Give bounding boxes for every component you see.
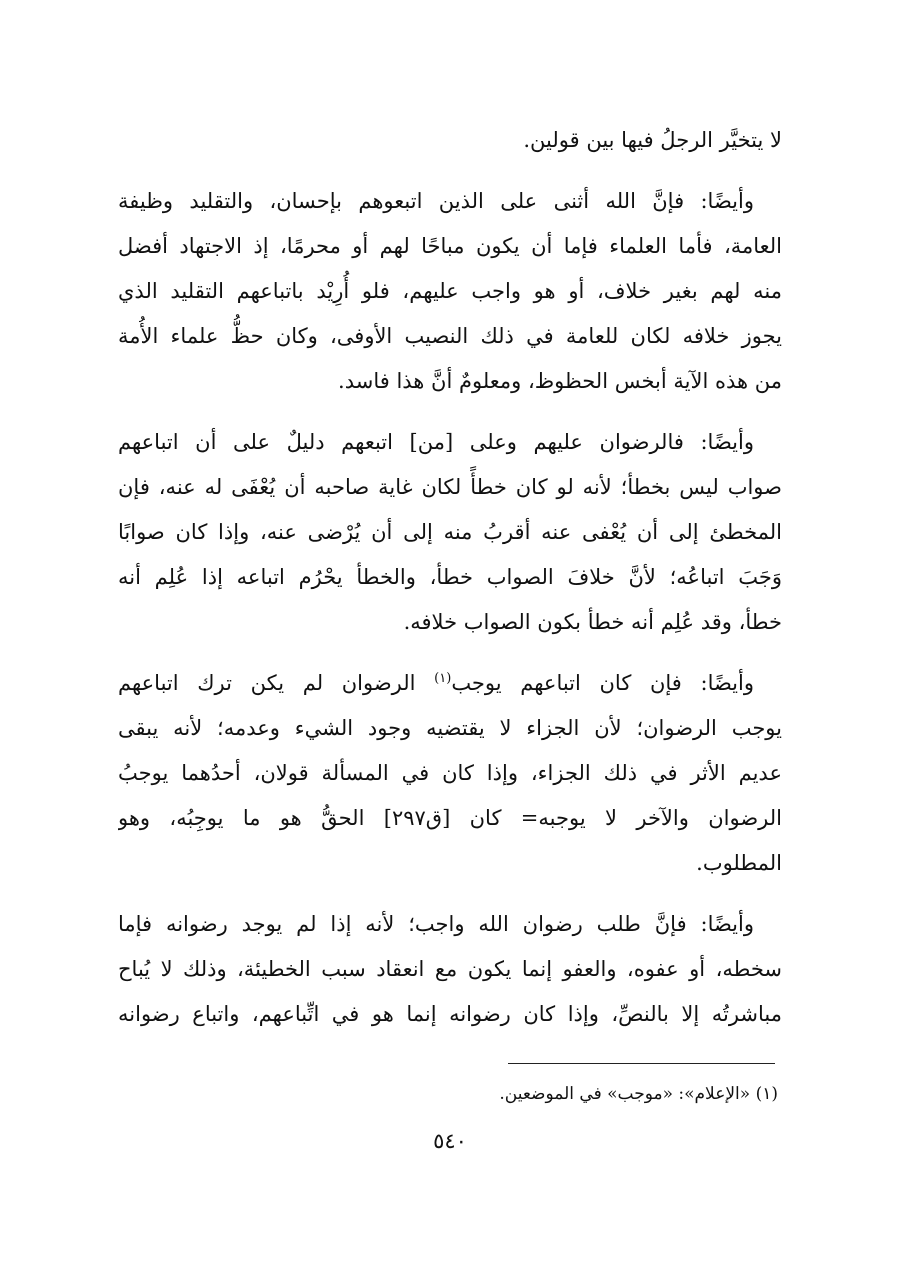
text-line-with-footnote <box>118 661 782 706</box>
text-line: من هذه الآية أبخس الحظوظ، ومعلومٌ أنَّ هذا فاسد. <box>338 369 782 393</box>
paragraph-2 <box>118 420 782 645</box>
text-line: وأيضًا: فالرضوان عليهم وعلى [من] اتبعهم دليلٌ على أن اتباعهم <box>118 430 754 454</box>
text-line: يجوز خلافه لكان للعامة في ذلك النصيب الأوفى، وكان حظُّ علماء الأُمة <box>118 324 782 348</box>
text-line: المخطئ إلى أن يُعْفى عنه أقربُ منه إلى أن يُرْضى عنه، وإذا كان صوابًا <box>118 520 782 544</box>
text-line: منه لهم بغير خلاف، أو هو واجب عليهم، فلو أُرِيْد باتباعهم التقليد الذي <box>118 279 782 303</box>
footnote-divider <box>508 1063 775 1064</box>
line-segment: الرضوان لم يكن ترك اتباعهم <box>118 671 416 695</box>
paragraph-1 <box>118 179 782 404</box>
paragraph-4 <box>118 902 782 1037</box>
text-line: وَجَبَ اتباعُه؛ لأنَّ خلافَ الصواب خطأ، والخطأ يحْرُم اتباعه إذا عُلِم أنه <box>118 565 782 589</box>
text-line: الرضوان والآخر لا يوجبه= كان [ق٢٩٧] الحقُّ هو ما يوجِبُه، وهو <box>118 806 782 830</box>
text-line: مباشرتُه إلا بالنصِّ، وإذا كان رضوانه إنما هو في اتِّباعهم، واتباع رضوانه <box>118 1002 782 1026</box>
text-line: المطلوب. <box>696 851 782 875</box>
text-line: عديم الأثر في ذلك الجزاء، وإذا كان في المسألة قولان، أحدُهما يوجبُ <box>118 761 782 785</box>
text-line: خطأ، وقد عُلِم أنه خطأ بكون الصواب خلافه. <box>403 610 782 634</box>
text-line: وأيضًا: فإنَّ طلب رضوان الله واجب؛ لأنه إذا لم يوجد رضوانه فإما <box>118 912 754 936</box>
text-line: وأيضًا: فإنَّ الله أثنى على الذين اتبعوهم بإحسان، والتقليد وظيفة <box>118 189 754 213</box>
footnote-reference[interactable]: (١) <box>434 671 452 686</box>
footnote-marker: (١) <box>755 1084 778 1104</box>
text-line: لا يتخيَّر الرجلُ فيها بين قولين. <box>523 128 782 152</box>
paragraph-3 <box>118 661 782 886</box>
text-line: سخطه، أو عفوه، والعفو إنما يكون مع انعقاد سبب الخطيئة، وذلك لا يُباح <box>118 957 782 981</box>
footnote-text: «الإعلام»: «موجب» في الموضعين. <box>499 1084 751 1104</box>
footnote <box>499 1078 778 1110</box>
text-line: العامة، فأما العلماء فإما أن يكون مباحًا لهم أو محرمًا، إذ الاجتهاد أفضل <box>118 234 782 258</box>
line-segment: وأيضًا: فإن كان اتباعهم يوجب <box>451 671 754 695</box>
intro-paragraph <box>118 118 782 163</box>
text-line: يوجب الرضوان؛ لأن الجزاء لا يقتضيه وجود الشيء وعدمه؛ لأنه يبقى <box>118 716 782 740</box>
text-line: صواب ليس بخطأ؛ لأنه لو كان خطأً لكان غاية صاحبه أن يُعْفَى له عنه، فإن <box>118 475 782 499</box>
page-number: ٥٤٠ <box>433 1129 467 1153</box>
